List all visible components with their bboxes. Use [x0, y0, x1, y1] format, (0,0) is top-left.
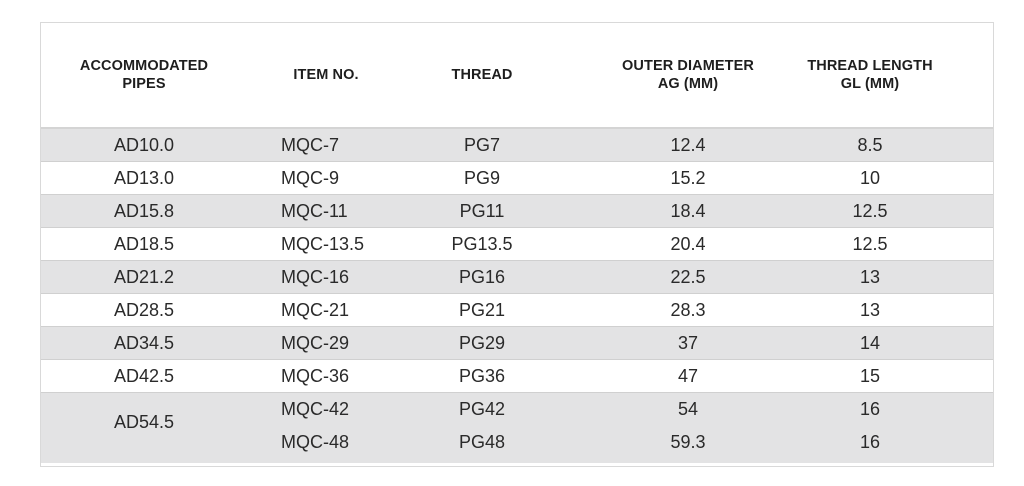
cell-accommodated-pipe: AD28.5 [113, 300, 175, 320]
table-row [41, 129, 993, 162]
cell-thread-length: 16 [859, 399, 881, 419]
table-sub-row [41, 426, 993, 459]
header-outer-diameter [588, 23, 788, 127]
table-row [41, 294, 993, 327]
cell-thread-length: 12.5 [852, 234, 888, 254]
cell-thread: PG9 [463, 168, 501, 188]
cell-item-no: MQC-42 [281, 399, 350, 419]
cell-item-no: MQC-21 [281, 300, 350, 320]
cell-thread: PG36 [458, 366, 506, 386]
cell-thread-length: 12.5 [852, 201, 888, 221]
cell-outer-diameter: 15.2 [670, 168, 706, 188]
table-row-group [41, 393, 993, 463]
cell-accommodated-pipe: AD15.8 [113, 201, 175, 221]
cell-thread-length: 10 [859, 168, 881, 188]
table-header-row [41, 23, 993, 129]
header-accommodated-pipes-label: ACCOMMODATED PIPES [79, 58, 209, 92]
table-row [41, 228, 993, 261]
header-item-no-label: ITEM NO. [293, 67, 359, 83]
header-outer-diameter-label: OUTER DIAMETER AG (MM) [622, 58, 754, 92]
header-thread [401, 23, 563, 127]
cell-thread-length: 16 [859, 432, 881, 452]
cell-outer-diameter: 12.4 [670, 135, 706, 155]
table-row [41, 360, 993, 393]
cell-thread: PG16 [458, 267, 506, 287]
cell-outer-diameter: 37 [677, 333, 699, 353]
table-row [41, 327, 993, 360]
cell-item-no: MQC-7 [281, 135, 339, 155]
cell-item-no: MQC-9 [281, 168, 339, 188]
cell-thread: PG42 [458, 399, 506, 419]
cell-thread: PG13.5 [451, 234, 513, 254]
cell-outer-diameter: 18.4 [670, 201, 706, 221]
cell-accommodated-pipe: AD42.5 [113, 366, 175, 386]
cell-thread: PG7 [463, 135, 501, 155]
cell-item-no: MQC-11 [281, 201, 348, 221]
table-sub-row [41, 393, 993, 426]
cell-accommodated-pipe: AD13.0 [113, 168, 175, 188]
header-item-no [251, 23, 401, 127]
cell-accommodated-pipe: AD54.5 [113, 411, 175, 432]
cell-item-no: MQC-36 [281, 366, 350, 386]
cell-accommodated-pipe: AD21.2 [113, 267, 175, 287]
header-thread-length [775, 23, 965, 127]
cell-accommodated-pipe: AD34.5 [113, 333, 175, 353]
cell-item-no: MQC-29 [281, 333, 350, 353]
cell-thread-length: 15 [859, 366, 881, 386]
cell-thread: PG48 [458, 432, 506, 452]
header-thread-label: THREAD [451, 67, 513, 83]
table-row [41, 261, 993, 294]
header-thread-length-label: THREAD LENGTH GL (MM) [807, 58, 933, 92]
cell-outer-diameter: 47 [677, 366, 699, 386]
table-row [41, 195, 993, 228]
cell-thread-length: 13 [859, 300, 881, 320]
product-table [40, 22, 994, 467]
cell-thread-length: 13 [859, 267, 881, 287]
cell-thread-length: 14 [859, 333, 881, 353]
cell-accommodated-pipe: AD10.0 [113, 135, 175, 155]
cell-thread: PG29 [458, 333, 506, 353]
cell-thread: PG21 [458, 300, 506, 320]
cell-outer-diameter: 59.3 [670, 432, 706, 452]
cell-thread: PG11 [459, 201, 505, 221]
table-row [41, 162, 993, 195]
cell-item-no: MQC-16 [281, 267, 350, 287]
cell-outer-diameter: 22.5 [670, 267, 706, 287]
cell-outer-diameter: 28.3 [670, 300, 706, 320]
cell-thread-length: 8.5 [857, 135, 883, 155]
cell-outer-diameter: 20.4 [670, 234, 706, 254]
cell-item-no: MQC-13.5 [281, 234, 365, 254]
cell-item-no: MQC-48 [281, 432, 350, 452]
cell-accommodated-pipe: AD18.5 [113, 234, 175, 254]
cell-outer-diameter: 54 [677, 399, 699, 419]
header-accommodated-pipes [41, 23, 247, 127]
